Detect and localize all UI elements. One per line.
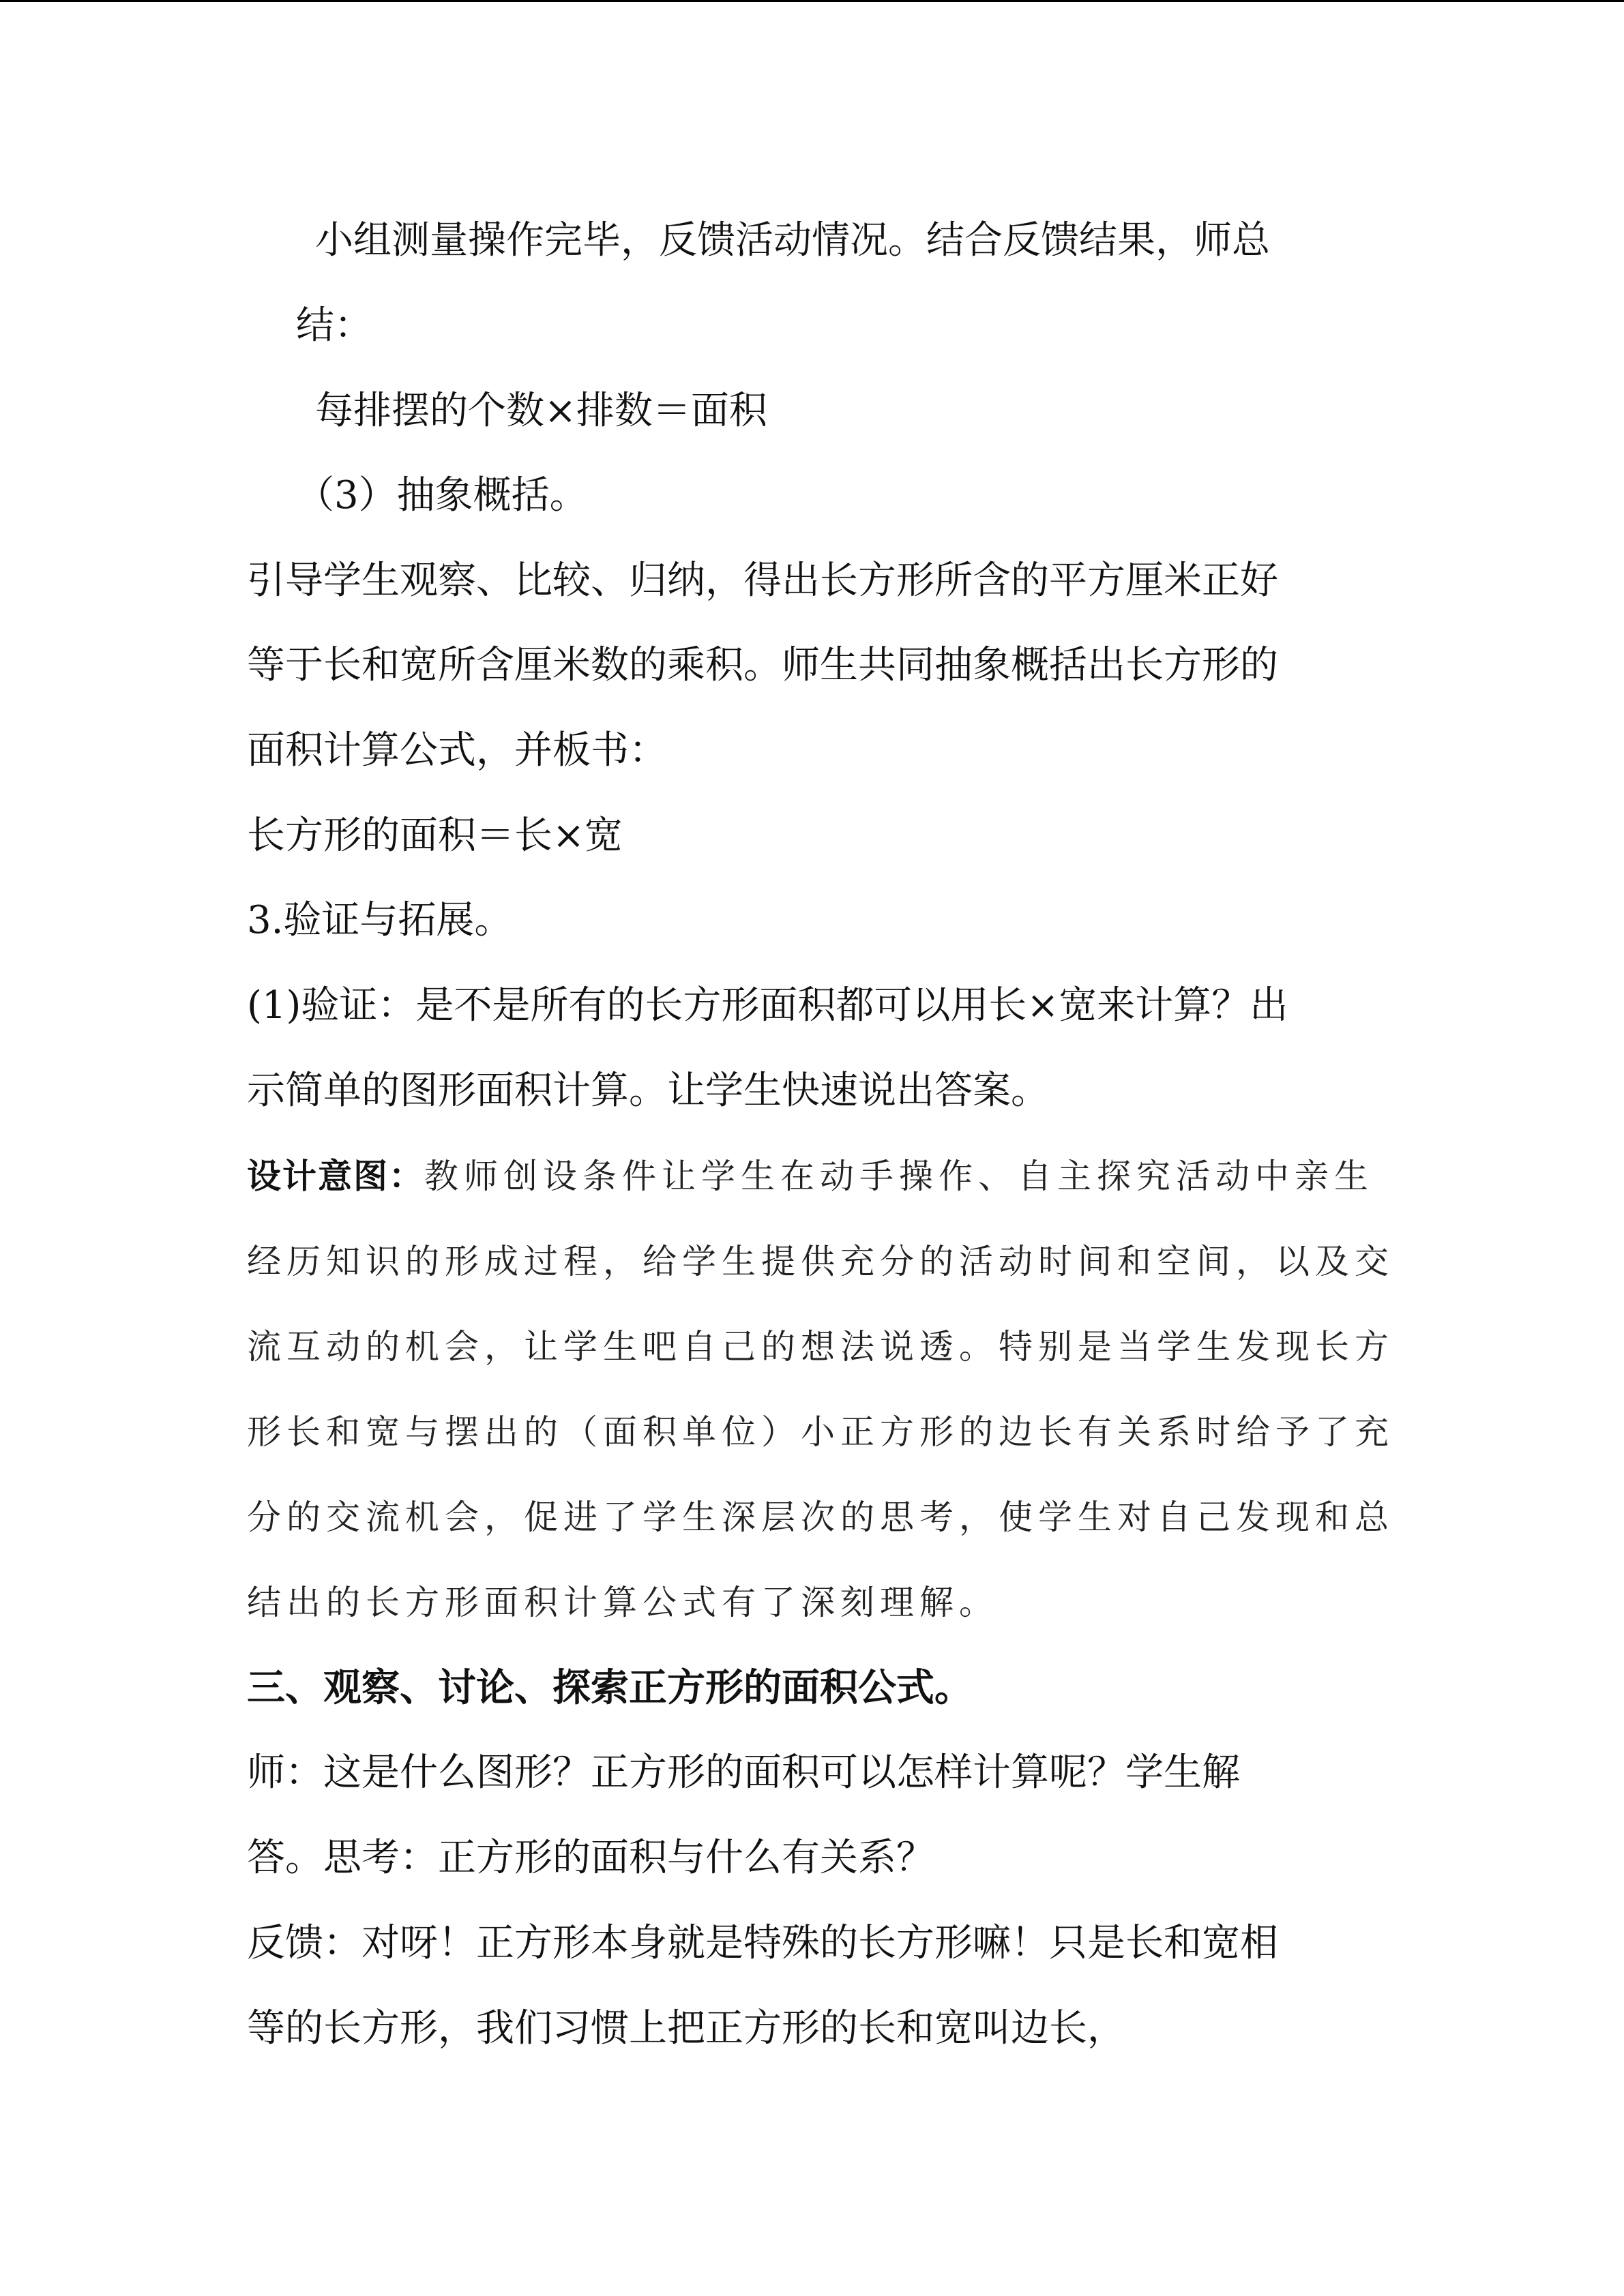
design-intent-line: 结出的长方形面积计算公式有了深刻理解。 xyxy=(247,1583,999,1622)
paragraph-line: 等的长方形，我们习惯上把正方形的长和宽叫边长， xyxy=(247,2006,1125,2051)
design-intent-line: 经历知识的形成过程，给学生提供充分的活动时间和空间，以及交 xyxy=(247,1242,1394,1281)
step-heading: 3.验证与拓展。 xyxy=(247,898,513,942)
step-heading: （3）抽象概括。 xyxy=(296,473,588,518)
design-intent-line xyxy=(247,1152,1374,1200)
design-intent-label: 设计意图： xyxy=(247,1156,424,1196)
paragraph-line: 小组测量操作完毕，反馈活动情况。结合反馈结果，师总 xyxy=(315,218,1270,263)
paragraph-line: 答。思考：正方形的面积与什么有关系？ xyxy=(247,1836,934,1880)
formula-line: 每排摆的个数×排数＝面积 xyxy=(315,389,767,433)
design-intent-line: 流互动的机会，让学生吧自己的想法说透。特别是当学生发现长方 xyxy=(247,1327,1394,1367)
paragraph-line: 结： xyxy=(296,303,372,348)
paragraph-line: 师：这是什么图形？正方形的面积可以怎样计算呢？学生解 xyxy=(247,1750,1240,1795)
paragraph-line: 反馈：对呀！正方形本身就是特殊的长方形嘛！只是长和宽相 xyxy=(247,1921,1278,1965)
section-heading: 三、观察、讨论、探索正方形的面积公式。 xyxy=(247,1665,973,1710)
design-intent-text: 教师创设条件让学生在动手操作、自主探究活动中亲生 xyxy=(424,1157,1374,1196)
paragraph-line: 示简单的图形面积计算。让学生快速说出答案。 xyxy=(247,1069,1049,1113)
formula-line: 长方形的面积＝长×宽 xyxy=(247,814,623,858)
paragraph-line: (1)验证：是不是所有的长方形面积都可以用长×宽来计算？出 xyxy=(247,983,1288,1028)
design-intent-line: 形长和宽与摆出的（面积单位）小正方形的边长有关系时给予了充 xyxy=(247,1412,1394,1452)
paragraph-line: 引导学生观察、比较、归纳，得出长方形所含的平方厘米正好 xyxy=(247,558,1278,603)
page-top-border xyxy=(0,0,1624,2)
paragraph-line: 面积计算公式，并板书： xyxy=(247,728,667,773)
design-intent-line: 分的交流机会，促进了学生深层次的思考，使学生对自己发现和总 xyxy=(247,1497,1394,1537)
paragraph-line: 等于长和宽所含厘米数的乘积。师生共同抽象概括出长方形的 xyxy=(247,643,1278,687)
